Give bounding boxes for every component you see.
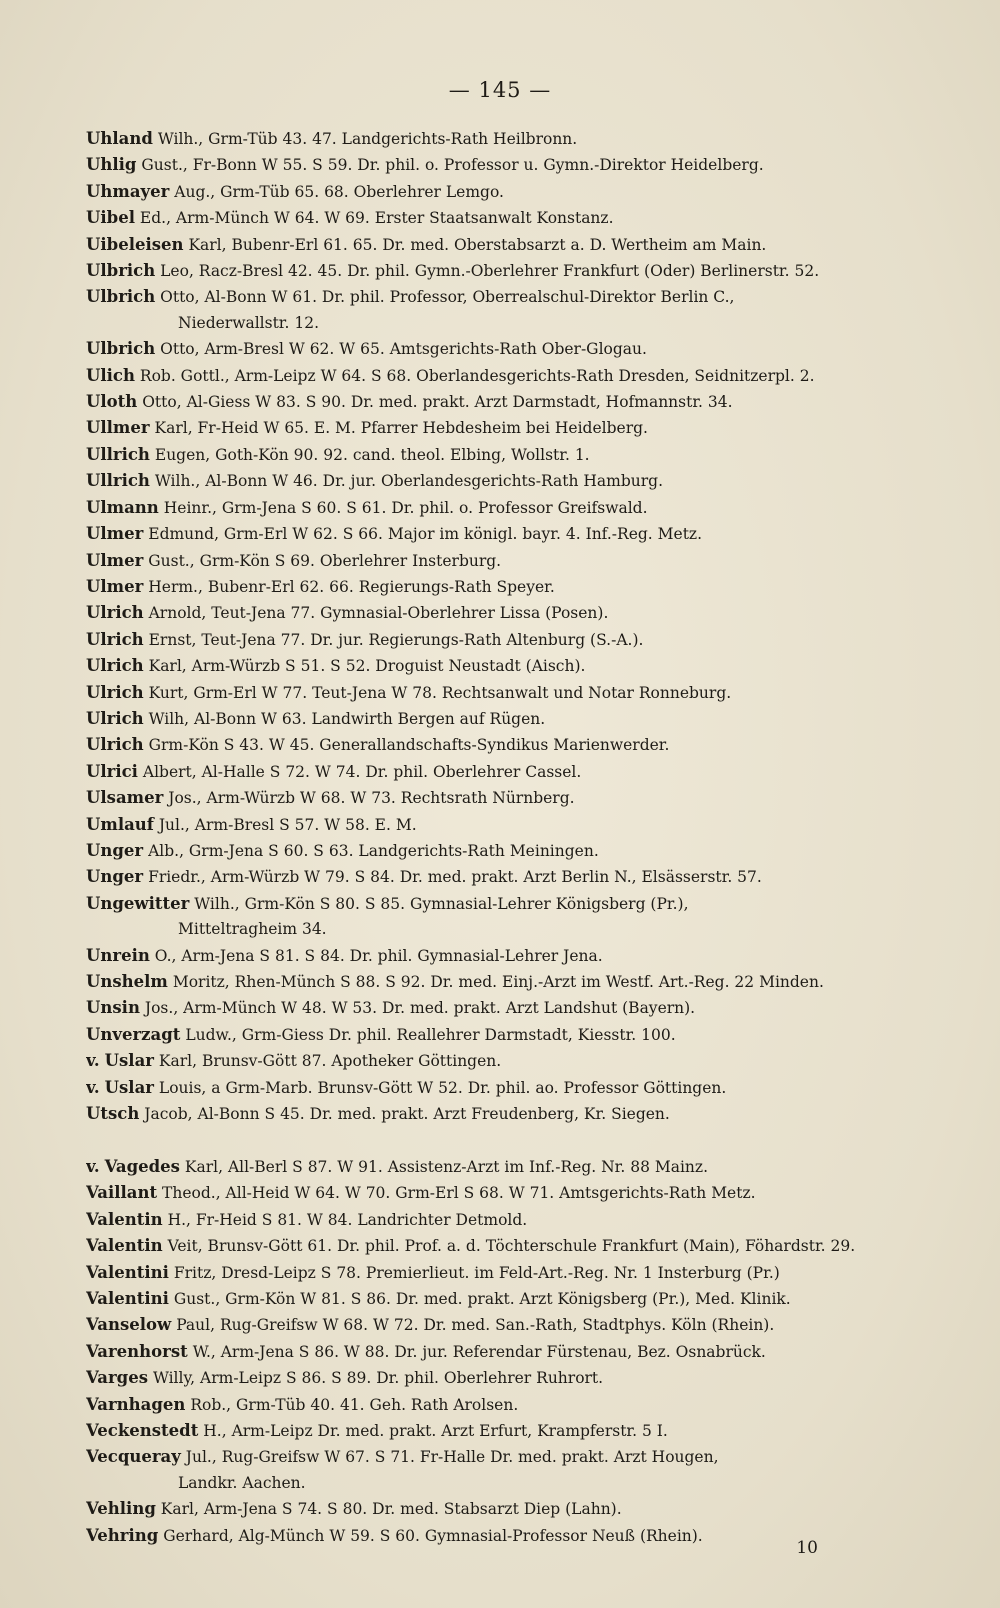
- entry-surname: Utsch: [86, 1104, 140, 1124]
- directory-entry: [86, 1233, 936, 1259]
- entry-surname: Ullrich: [86, 444, 150, 464]
- section-v-entries: [86, 1154, 936, 1549]
- entry-surname: Vaillant: [86, 1183, 158, 1203]
- entry-details: Ernst, Teut-Jena 77. Dr. jur. Regierungs-Rath Altenburg (S.-A.).: [148, 630, 644, 649]
- directory-entry: [86, 284, 936, 310]
- entry-details: Gust., Grm-Kön W 81. S 86. Dr. med. prakt. Arzt Königsberg (Pr.), Med. Klinik.: [173, 1290, 791, 1309]
- entry-surname: Valentin: [86, 1209, 163, 1229]
- directory-entry: [86, 389, 936, 415]
- entry-details: Edmund, Grm-Erl W 62. S 66. Major im königl. bayr. 4. Inf.-Reg. Metz.: [148, 525, 703, 544]
- entry-details: Herm., Bubenr-Erl 62. 66. Regierungs-Rath Speyer.: [148, 577, 555, 596]
- directory-entry: [86, 152, 936, 178]
- entry-details: Theod., All-Heid W 64. W 70. Grm-Erl S 68. W 71. Amtsgerichts-Rath Metz.: [162, 1184, 756, 1203]
- entry-details: Willy, Arm-Leipz S 86. S 89. Dr. phil. Oberlehrer Ruhrort.: [152, 1369, 604, 1388]
- directory-entry: [86, 548, 936, 574]
- entry-details: Rob., Grm-Tüb 40. 41. Geh. Rath Arolsen.: [190, 1395, 519, 1414]
- directory-entry: [86, 126, 936, 152]
- entry-surname: Ulmer: [86, 550, 144, 570]
- directory-entry: [86, 258, 936, 284]
- entry-details: Leo, Racz-Bresl 42. 45. Dr. phil. Gymn.-Oberlehrer Frankfurt (Oder) Berlinerstr. 52.: [160, 262, 820, 281]
- entry-surname: Vehling: [86, 1499, 156, 1519]
- entry-surname: Umlauf: [86, 814, 154, 834]
- directory-entry: [86, 680, 936, 706]
- entry-surname: Valentini: [86, 1289, 169, 1309]
- directory-entry: [86, 363, 936, 389]
- entry-details: Wilh., Al-Bonn W 46. Dr. jur. Oberlandesgerichts-Rath Hamburg.: [154, 472, 663, 491]
- entry-surname: Ulrich: [86, 735, 144, 755]
- page-number: — 145 —: [448, 78, 552, 102]
- entry-surname: Ulmann: [86, 497, 159, 517]
- entry-details: Karl, Bubenr-Erl 61. 65. Dr. med. Oberstabsarzt a. D. Wertheim am Main.: [188, 235, 767, 254]
- entry-continuation: Niederwallstr. 12.: [178, 313, 320, 332]
- directory-entry: [86, 205, 936, 231]
- entry-surname: Valentini: [86, 1262, 169, 1282]
- directory-entry: [86, 232, 936, 258]
- entry-surname: Ullmer: [86, 418, 150, 438]
- directory-entry: [86, 1180, 936, 1206]
- directory-entry: [86, 995, 936, 1021]
- entry-surname: Uhland: [86, 129, 153, 148]
- entry-details: Rob. Gottl., Arm-Leipz W 64. S 68. Oberlandesgerichts-Rath Dresden, Seidnitzerpl. 2.: [139, 366, 815, 385]
- directory-entry: [86, 838, 936, 864]
- entry-surname: Uibel: [86, 208, 135, 228]
- entry-surname: Vagedes: [104, 1157, 180, 1176]
- entry-surname: Ulrich: [86, 603, 144, 623]
- entry-details: Karl, All-Berl S 87. W 91. Assistenz-Arzt im Inf.-Reg. Nr. 88 Mainz.: [184, 1158, 709, 1176]
- directory-entry: [86, 1312, 936, 1338]
- entry-surname: Ulsamer: [86, 788, 164, 808]
- entry-surname: Unsin: [86, 998, 140, 1018]
- entry-surname: Ulrich: [86, 656, 144, 676]
- entry-details: Paul, Rug-Greifsw W 68. W 72. Dr. med. San.-Rath, Stadtphys. Köln (Rhein).: [176, 1316, 775, 1335]
- entry-surname: Ulbrich: [86, 261, 156, 281]
- directory-entry: [86, 495, 936, 521]
- entry-details: Fritz, Dresd-Leipz S 78. Premierlieut. im Feld-Art.-Reg. Nr. 1 Insterburg (Pr.): [173, 1263, 780, 1282]
- entry-surname: Unger: [86, 840, 144, 860]
- entry-details: Eugen, Goth-Kön 90. 92. cand. theol. Elbing, Wollstr. 1.: [154, 445, 590, 464]
- name-prefix: v.: [86, 1077, 100, 1097]
- entry-details: Gust., Fr-Bonn W 55. S 59. Dr. phil. o. Professor u. Gymn.-Direktor Heidelberg.: [141, 156, 764, 175]
- directory-entry: [86, 812, 936, 838]
- entry-details: O., Arm-Jena S 81. S 84. Dr. phil. Gymnasial-Lehrer Jena.: [154, 946, 603, 965]
- entry-details: Kurt, Grm-Erl W 77. Teut-Jena W 78. Rechtsanwalt und Notar Ronneburg.: [148, 683, 732, 702]
- directory-entry: [86, 891, 936, 917]
- entry-details: H., Fr-Heid S 81. W 84. Landrichter Detmold.: [167, 1210, 528, 1229]
- entry-surname: Uhlig: [86, 155, 137, 175]
- entry-surname: Unrein: [86, 945, 150, 965]
- directory-entry: [86, 1286, 936, 1312]
- entry-surname: Uslar: [104, 1077, 154, 1097]
- entry-surname: Ulbrich: [86, 287, 156, 307]
- entry-surname: Varges: [86, 1368, 148, 1388]
- entry-details: Jul., Arm-Bresl S 57. W 58. E. M.: [158, 815, 417, 834]
- entry-details: Alb., Grm-Jena S 60. S 63. Landgerichts-Rath Meiningen.: [148, 841, 599, 860]
- entry-details: Albert, Al-Halle S 72. W 74. Dr. phil. Oberlehrer Cassel.: [142, 762, 582, 781]
- directory-entry: [86, 1392, 936, 1418]
- entry-surname: Unverzagt: [86, 1024, 181, 1044]
- entry-surname: Ulich: [86, 365, 135, 385]
- directory-entry: [86, 1101, 936, 1127]
- entry-surname: Ulrich: [86, 629, 144, 649]
- entry-details: Otto, Arm-Bresl W 62. W 65. Amtsgerichts-Rath Ober-Glogau.: [160, 340, 647, 359]
- directory-entry: [86, 179, 936, 205]
- directory-entry: [86, 1418, 936, 1444]
- entry-surname: Ulmer: [86, 524, 144, 544]
- entry-surname: Ulrich: [86, 682, 144, 702]
- directory-entry: [86, 1154, 936, 1180]
- directory-entry: [86, 1207, 936, 1233]
- entry-surname: Uslar: [104, 1051, 154, 1071]
- entry-details: Jos., Arm-Münch W 48. W 53. Dr. med. prakt. Arzt Landshut (Bayern).: [144, 999, 696, 1018]
- entry-details: Gust., Grm-Kön S 69. Oberlehrer Insterburg.: [148, 551, 502, 570]
- directory-entry: [86, 943, 936, 969]
- entry-details: Veit, Brunsv-Gött 61. Dr. phil. Prof. a. d. Töchterschule Frankfurt (Main), Föhardstr. 29.: [167, 1237, 856, 1256]
- entry-continuation: Mitteltragheim 34.: [178, 920, 327, 939]
- signature-mark: 10: [796, 1538, 818, 1558]
- directory-entry: [86, 521, 936, 547]
- directory-entry: [86, 627, 936, 653]
- directory-entry: [86, 336, 936, 362]
- entry-details: Karl, Fr-Heid W 65. E. M. Pfarrer Hebdesheim bei Heidelberg.: [154, 419, 648, 438]
- entry-surname: Ungewitter: [86, 893, 190, 913]
- directory-entry: [86, 706, 936, 732]
- entry-surname: Ulrici: [86, 761, 138, 781]
- directory-entry: [86, 864, 936, 890]
- entry-details: Karl, Arm-Würzb S 51. S 52. Droguist Neustadt (Aisch).: [148, 657, 586, 676]
- directory-entry: [86, 415, 936, 441]
- entry-details: Grm-Kön S 43. W 45. Generallandschafts-Syndikus Marienwerder.: [148, 736, 670, 755]
- directory-entry: [86, 1444, 936, 1470]
- entry-surname: Unger: [86, 867, 144, 887]
- directory-entry: [86, 442, 936, 468]
- directory-entry: [86, 468, 936, 494]
- entry-details: Aug., Grm-Tüb 65. 68. Oberlehrer Lemgo.: [174, 182, 504, 201]
- entry-details: Ed., Arm-Münch W 64. W 69. Erster Staatsanwalt Konstanz.: [139, 209, 614, 228]
- entry-details: Jul., Rug-Greifsw W 67. S 71. Fr-Halle Dr. med. prakt. Arzt Hougen,: [185, 1448, 719, 1467]
- entry-surname: Ulrich: [86, 708, 144, 728]
- entry-details: Karl, Arm-Jena S 74. S 80. Dr. med. Stabsarzt Diep (Lahn).: [160, 1500, 622, 1519]
- entry-details: Jacob, Al-Bonn S 45. Dr. med. prakt. Arzt Freudenberg, Kr. Siegen.: [144, 1105, 670, 1124]
- directory-entry: [86, 969, 936, 995]
- directory-entry: [86, 1022, 936, 1048]
- entry-details: Karl, Brunsv-Gött 87. Apotheker Göttingen.: [158, 1052, 502, 1071]
- entry-surname: Vehring: [86, 1525, 159, 1545]
- entry-surname: Veckenstedt: [86, 1421, 199, 1441]
- section-u-entries: [86, 126, 936, 1127]
- entry-surname: Varnhagen: [86, 1394, 186, 1414]
- entry-surname: Valentin: [86, 1236, 163, 1256]
- entry-details: Louis, a Grm-Marb. Brunsv-Gött W 52. Dr. phil. ao. Professor Göttingen.: [158, 1078, 727, 1097]
- entry-surname: Unshelm: [86, 972, 168, 991]
- entry-surname: Ulmer: [86, 576, 144, 596]
- directory-entry: [86, 759, 936, 785]
- entry-continuation: Landkr. Aachen.: [178, 1473, 306, 1492]
- entry-surname: Vanselow: [86, 1315, 172, 1335]
- entry-surname: Ullrich: [86, 471, 150, 491]
- directory-entry: [86, 1339, 936, 1365]
- entry-details: Wilh., Grm-Kön S 80. S 85. Gymnasial-Lehrer Königsberg (Pr.),: [194, 894, 689, 913]
- directory-entry: [86, 1365, 936, 1391]
- entry-surname: Ulbrich: [86, 339, 156, 359]
- directory-entry: [86, 785, 936, 811]
- entry-details: Moritz, Rhen-Münch S 88. S 92. Dr. med. Einj.-Arzt im Westf. Art.-Reg. 22 Minden.: [172, 973, 824, 991]
- entry-details: Otto, Al-Giess W 83. S 90. Dr. med. prakt. Arzt Darmstadt, Hofmannstr. 34.: [142, 393, 733, 412]
- entry-details: W., Arm-Jena S 86. W 88. Dr. jur. Referendar Fürstenau, Bez. Osnabrück.: [192, 1342, 766, 1361]
- entry-details: H., Arm-Leipz Dr. med. prakt. Arzt Erfurt, Krampferstr. 5 I.: [203, 1422, 668, 1441]
- name-prefix: v.: [86, 1157, 100, 1176]
- entry-surname: Uibeleisen: [86, 234, 184, 254]
- entry-details: Gerhard, Alg-Münch W 59. S 60. Gymnasial-Professor Neuß (Rhein).: [163, 1526, 703, 1545]
- entry-details: Otto, Al-Bonn W 61. Dr. phil. Professor, Oberrealschul-Direktor Berlin C.,: [160, 288, 735, 307]
- entry-details: Wilh., Grm-Tüb 43. 47. Landgerichts-Rath Heilbronn.: [157, 130, 578, 148]
- entry-details: Wilh, Al-Bonn W 63. Landwirth Bergen auf Rügen.: [148, 709, 546, 728]
- entry-details: Jos., Arm-Würzb W 68. W 73. Rechtsrath Nürnberg.: [168, 789, 575, 808]
- directory-entry: [86, 600, 936, 626]
- entry-details: Arnold, Teut-Jena 77. Gymnasial-Oberlehrer Lissa (Posen).: [148, 604, 609, 623]
- directory-entry: [86, 574, 936, 600]
- directory-entry: [86, 1496, 936, 1522]
- entry-surname: Varenhorst: [86, 1341, 188, 1361]
- directory-entry: [86, 732, 936, 758]
- entry-details: Ludw., Grm-Giess Dr. phil. Reallehrer Darmstadt, Kiesstr. 100.: [185, 1025, 676, 1044]
- entry-surname: Vecqueray: [86, 1447, 181, 1467]
- name-prefix: v.: [86, 1051, 100, 1071]
- directory-entry: [86, 653, 936, 679]
- directory-entry: [86, 1075, 936, 1101]
- entry-surname: Uloth: [86, 392, 138, 412]
- entry-details: Heinr., Grm-Jena S 60. S 61. Dr. phil. o. Professor Greifswald.: [163, 498, 648, 517]
- entry-details: Friedr., Arm-Würzb W 79. S 84. Dr. med. prakt. Arzt Berlin N., Elsässerstr. 57.: [148, 868, 762, 887]
- directory-entry: [86, 1048, 936, 1074]
- directory-entry: [86, 1260, 936, 1286]
- entry-surname: Uhmayer: [86, 181, 170, 201]
